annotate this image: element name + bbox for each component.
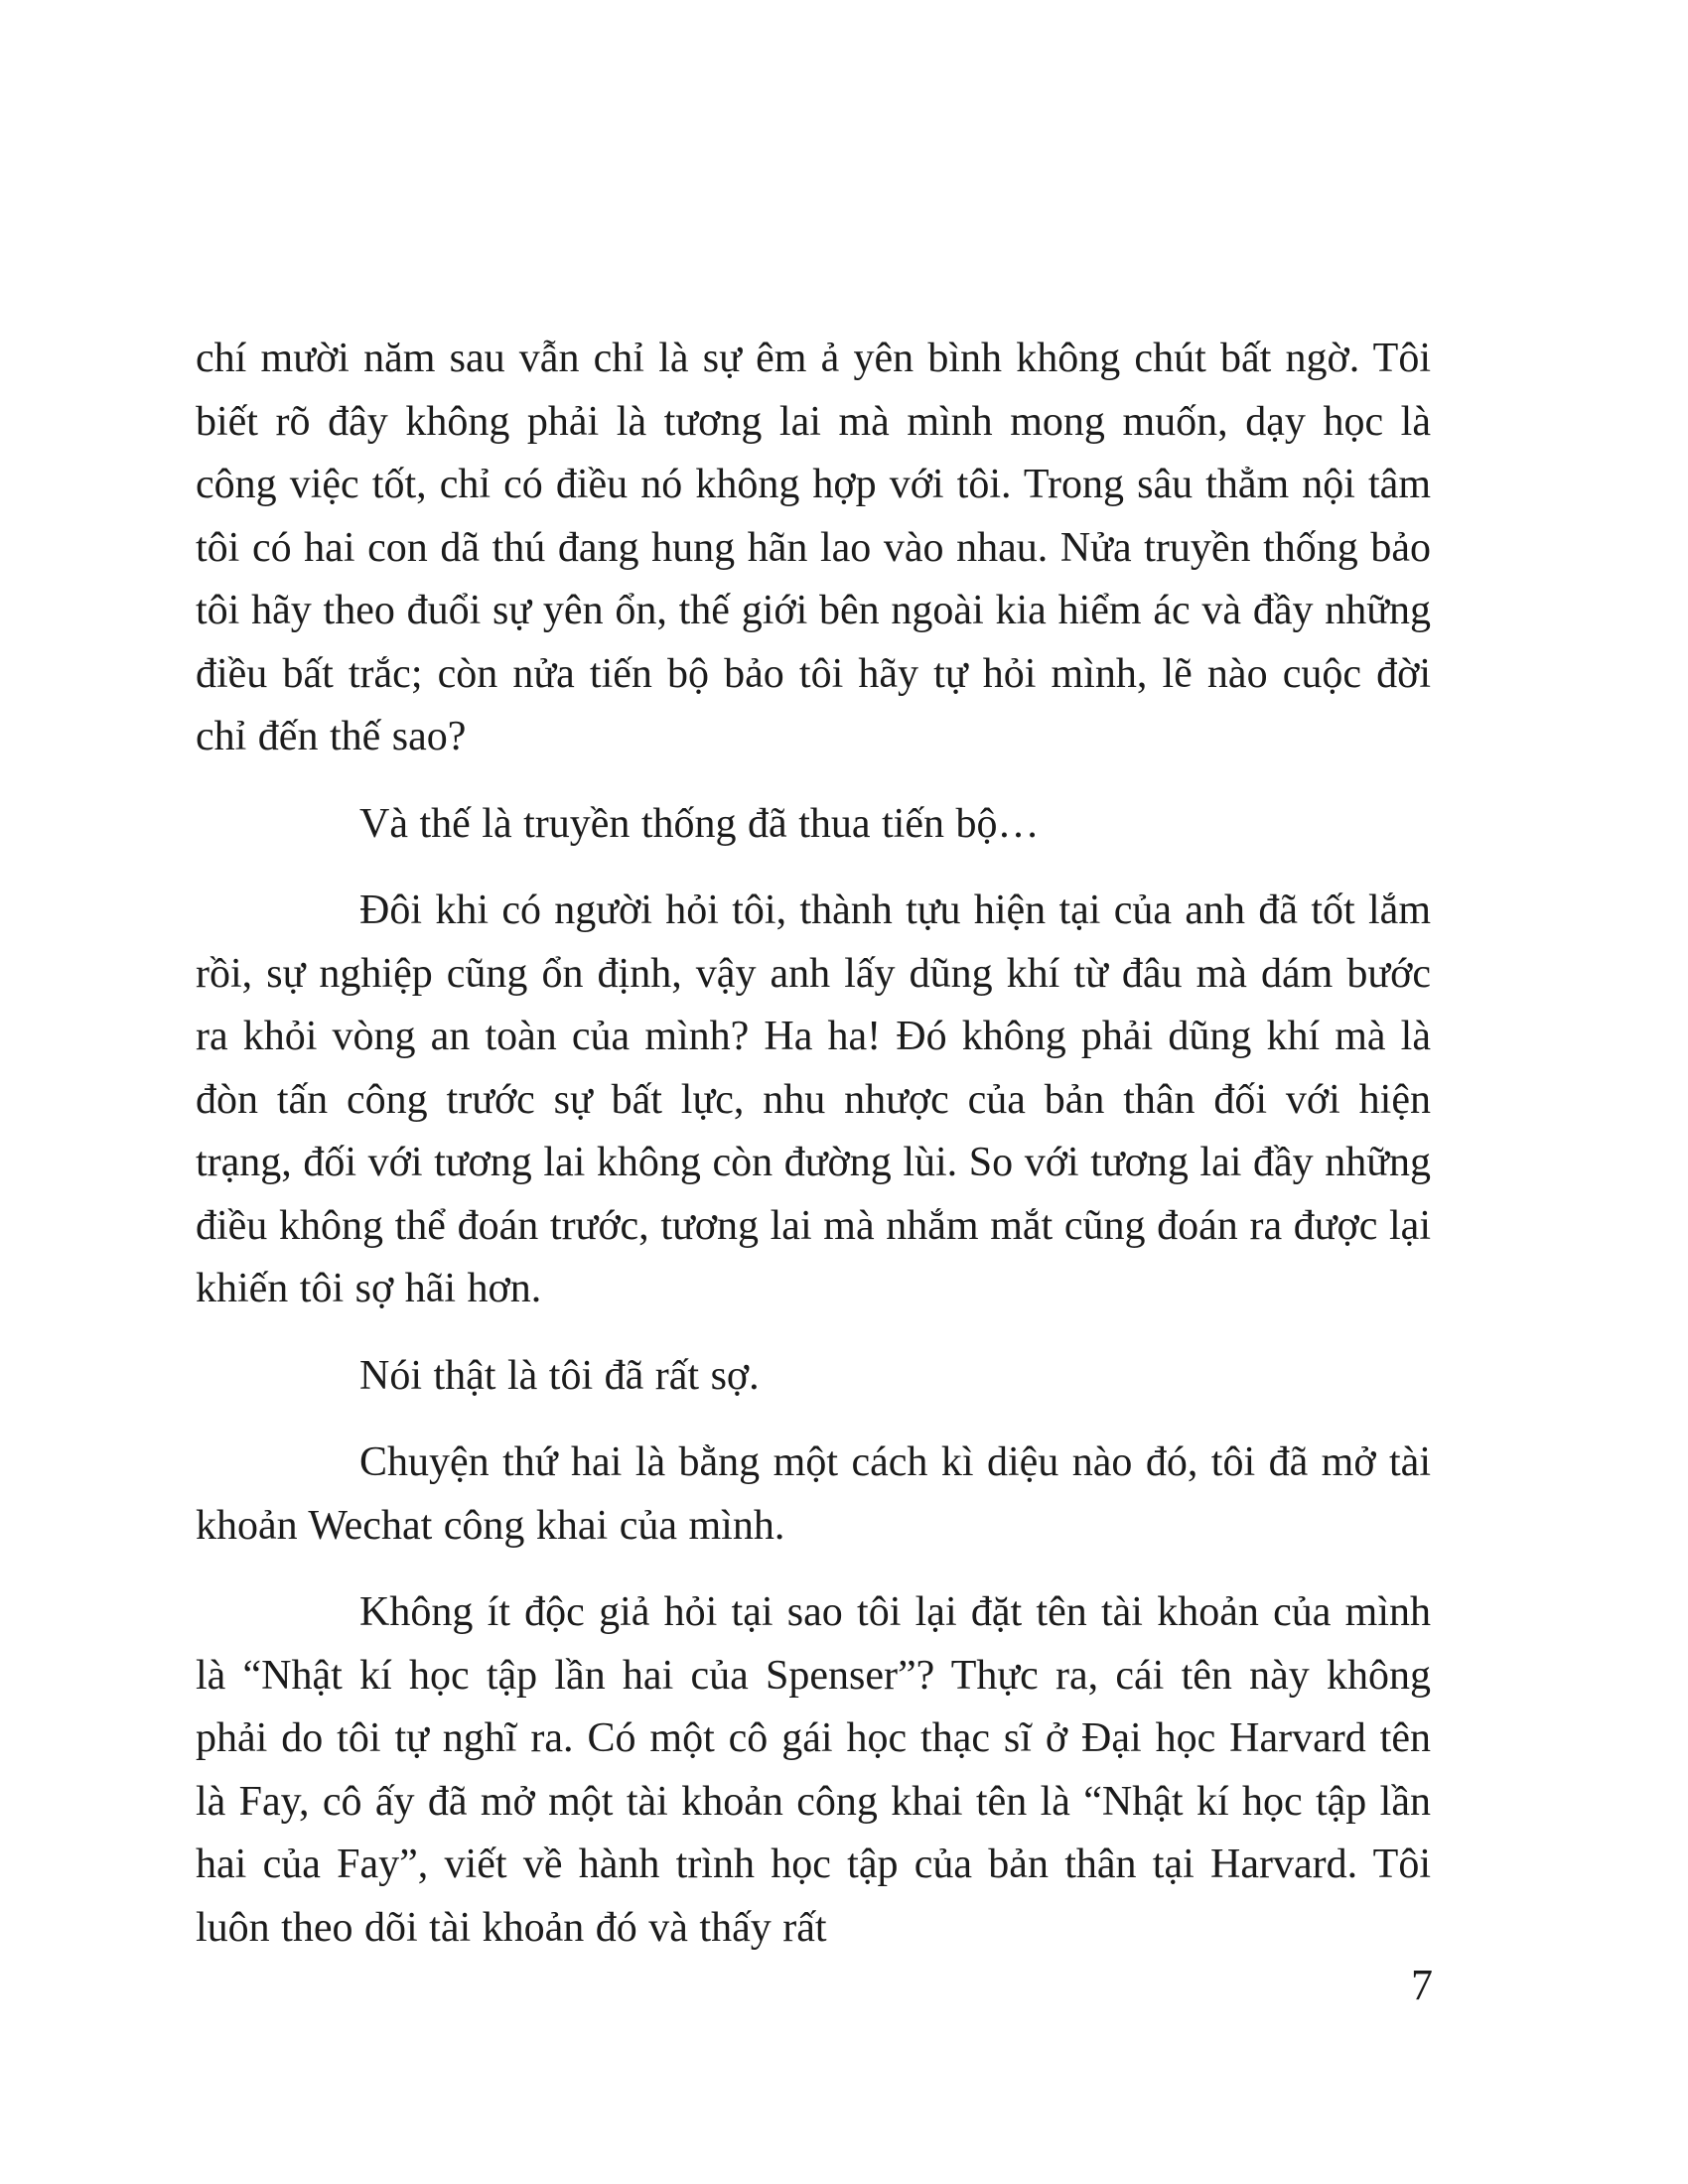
paragraph: Nói thật là tôi đã rất sợ. — [359, 1352, 760, 1399]
paragraph: Và thế là truyền thống đã thua tiến bộ… — [359, 800, 1040, 847]
text-block — [196, 328, 1431, 1983]
paragraph: Không ít độc giả hỏi tại sao tôi lại đặt tên tài khoản của mình là “Nhật kí học tập lần hai của Spenser”? Thực ra, cái tên này không phải do tôi tự nghĩ ra. Có một cô gái học thạc sĩ ở Đại học Harvard tên là Fay, cô ấy đã mở một tài khoản công khai tên là “Nhật kí học tập lần hai của Fay”, viết về hành trình học tập của bản thân tại Harvard. Tôi luôn theo dõi tài khoản đó và thấy rất — [196, 1589, 1431, 1951]
paragraph: Đôi khi có người hỏi tôi, thành tựu hiện tại của anh đã tốt lắm rồi, sự nghiệp cũng ổn định, vậy anh lấy dũng khí từ đâu mà dám bước ra khỏi vòng an toàn của mình? Ha ha! Đó không phải dũng khí mà là đòn tấn công trước sự bất lực, nhu nhược của bản thân đối với hiện trạng, đối với tương lai không còn đường lùi. So với tương lai đầy những điều không thể đoán trước, tương lai mà nhắm mắt cũng đoán ra được lại khiến tôi sợ hãi hơn. — [196, 887, 1431, 1311]
paragraph: Chuyện thứ hai là bằng một cách kì diệu nào đó, tôi đã mở tài khoản Wechat công khai của mình. — [196, 1439, 1431, 1549]
page-number: 7 — [1411, 1961, 1433, 2009]
paragraph: chí mười năm sau vẫn chỉ là sự êm ả yên bình không chút bất ngờ. Tôi biết rõ đây không phải là tương lai mà mình mong muốn, dạy học là công việc tốt, chỉ có điều nó không hợp với tôi. Trong sâu thẳm nội tâm tôi có hai con dã thú đang hung hãn lao vào nhau. Nửa truyền thống bảo tôi hãy theo đuổi sự yên ổn, thế giới bên ngoài kia hiểm ác và đầy những điều bất trắc; còn nửa tiến bộ bảo tôi hãy tự hỏi mình, lẽ nào cuộc đời chỉ đến thế sao? — [196, 336, 1431, 759]
